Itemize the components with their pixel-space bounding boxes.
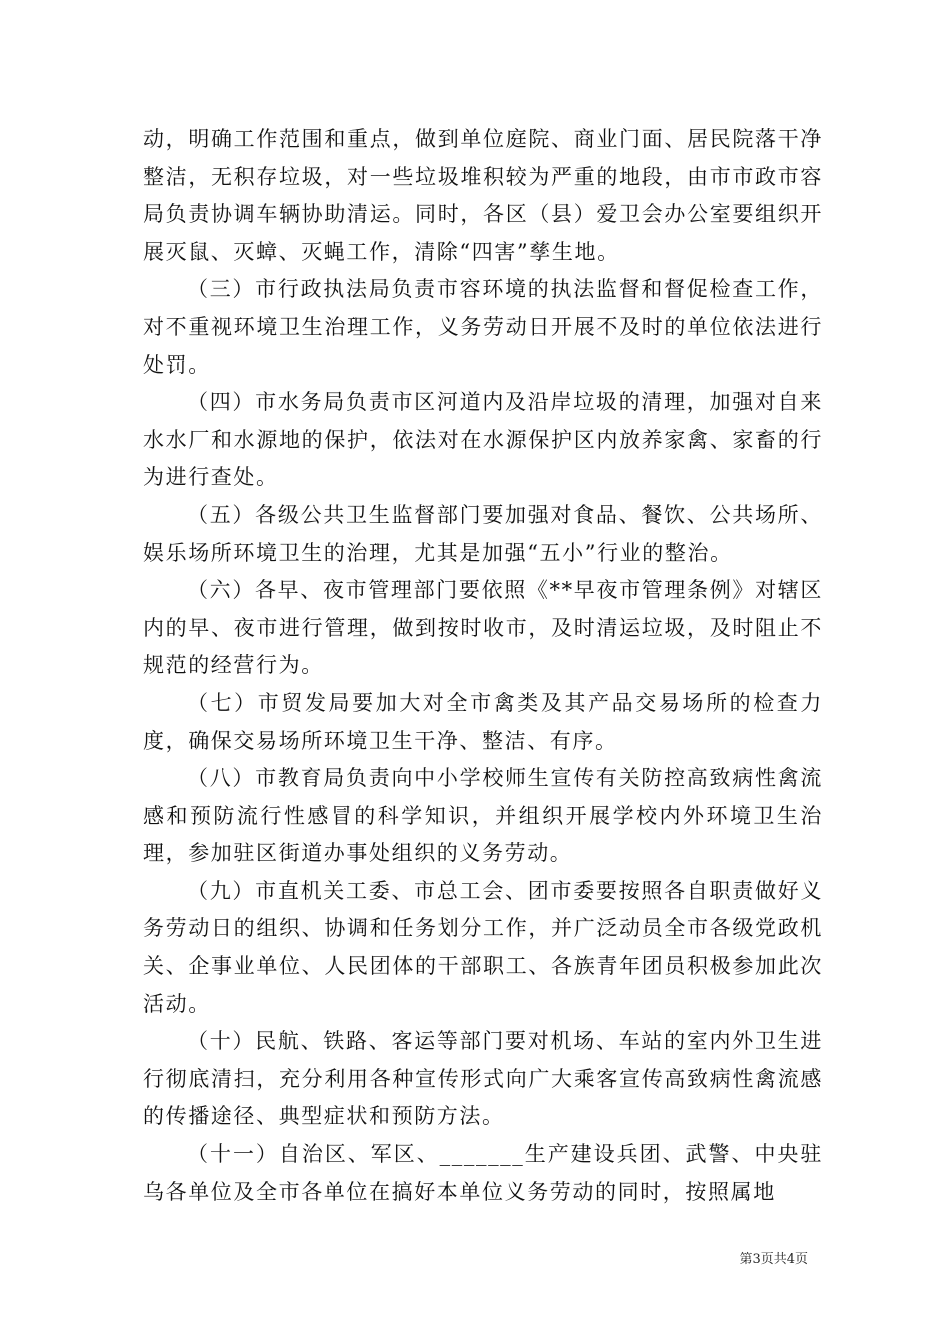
paragraph-item-6: （六）各早、夜市管理部门要依照《**早夜市管理条例》对辖区内的早、夜市进行管理，做到按时收市，及时清运垃圾，及时阻止不规范的经营行为。 [143,578,823,678]
paragraph-item-7: （七）市贸发局要加大对全市禽类及其产品交易场所的检查力度，确保交易场所环境卫生干净、整洁、有序。 [143,690,823,753]
paragraph-item-3: （三）市行政执法局负责市容环境的执法监督和督促检查工作，对不重视环境卫生治理工作，义务劳动日开展不及时的单位依法进行处罚。 [143,277,823,377]
document-body [143,121,823,1211]
paragraph-item-10: （十）民航、铁路、客运等部门要对机场、车站的室内外卫生进行彻底清扫，充分利用各种宣传形式向广大乘客宣传高致病性禽流感的传播途径、典型症状和预防方法。 [143,1029,823,1129]
paragraph-item-9: （九）市直机关工委、市总工会、团市委要按照各自职责做好义务劳动日的组织、协调和任务划分工作，并广泛动员全市各级党政机关、企事业单位、人民团体的干部职工、各族青年团员积极参加此次活动。 [143,878,823,1016]
paragraph-continuation: 动，明确工作范围和重点，做到单位庭院、商业门面、居民院落干净整洁，无积存垃圾，对一些垃圾堆积较为严重的地段，由市市政市容局负责协调车辆协助清运。同时，各区（县）爱卫会办公室要组织开展灭鼠、灭蟑、灭蝇工作，清除“四害”孳生地。 [143,127,823,264]
paragraph-item-5: （五）各级公共卫生监督部门要加强对食品、餐饮、公共场所、娱乐场所环境卫生的治理，尤其是加强“五小”行业的整治。 [143,502,823,565]
paragraph-item-8: （八）市教育局负责向中小学校师生宣传有关防控高致病性禽流感和预防流行性感冒的科学知识，并组织开展学校内外环境卫生治理，参加驻区街道办事处组织的义务劳动。 [143,766,823,866]
page-number-footer: 第3页共4页 [739,1252,808,1267]
paragraph-item-11: （十一）自治区、军区、_______生产建设兵团、武警、中央驻乌各单位及全市各单位在搞好本单位义务劳动的同时，按照属地 [143,1142,823,1204]
paragraph-item-4: （四）市水务局负责市区河道内及沿岸垃圾的清理，加强对自来水水厂和水源地的保护，依法对在水源保护区内放养家禽、家畜的行为进行查处。 [143,390,823,490]
